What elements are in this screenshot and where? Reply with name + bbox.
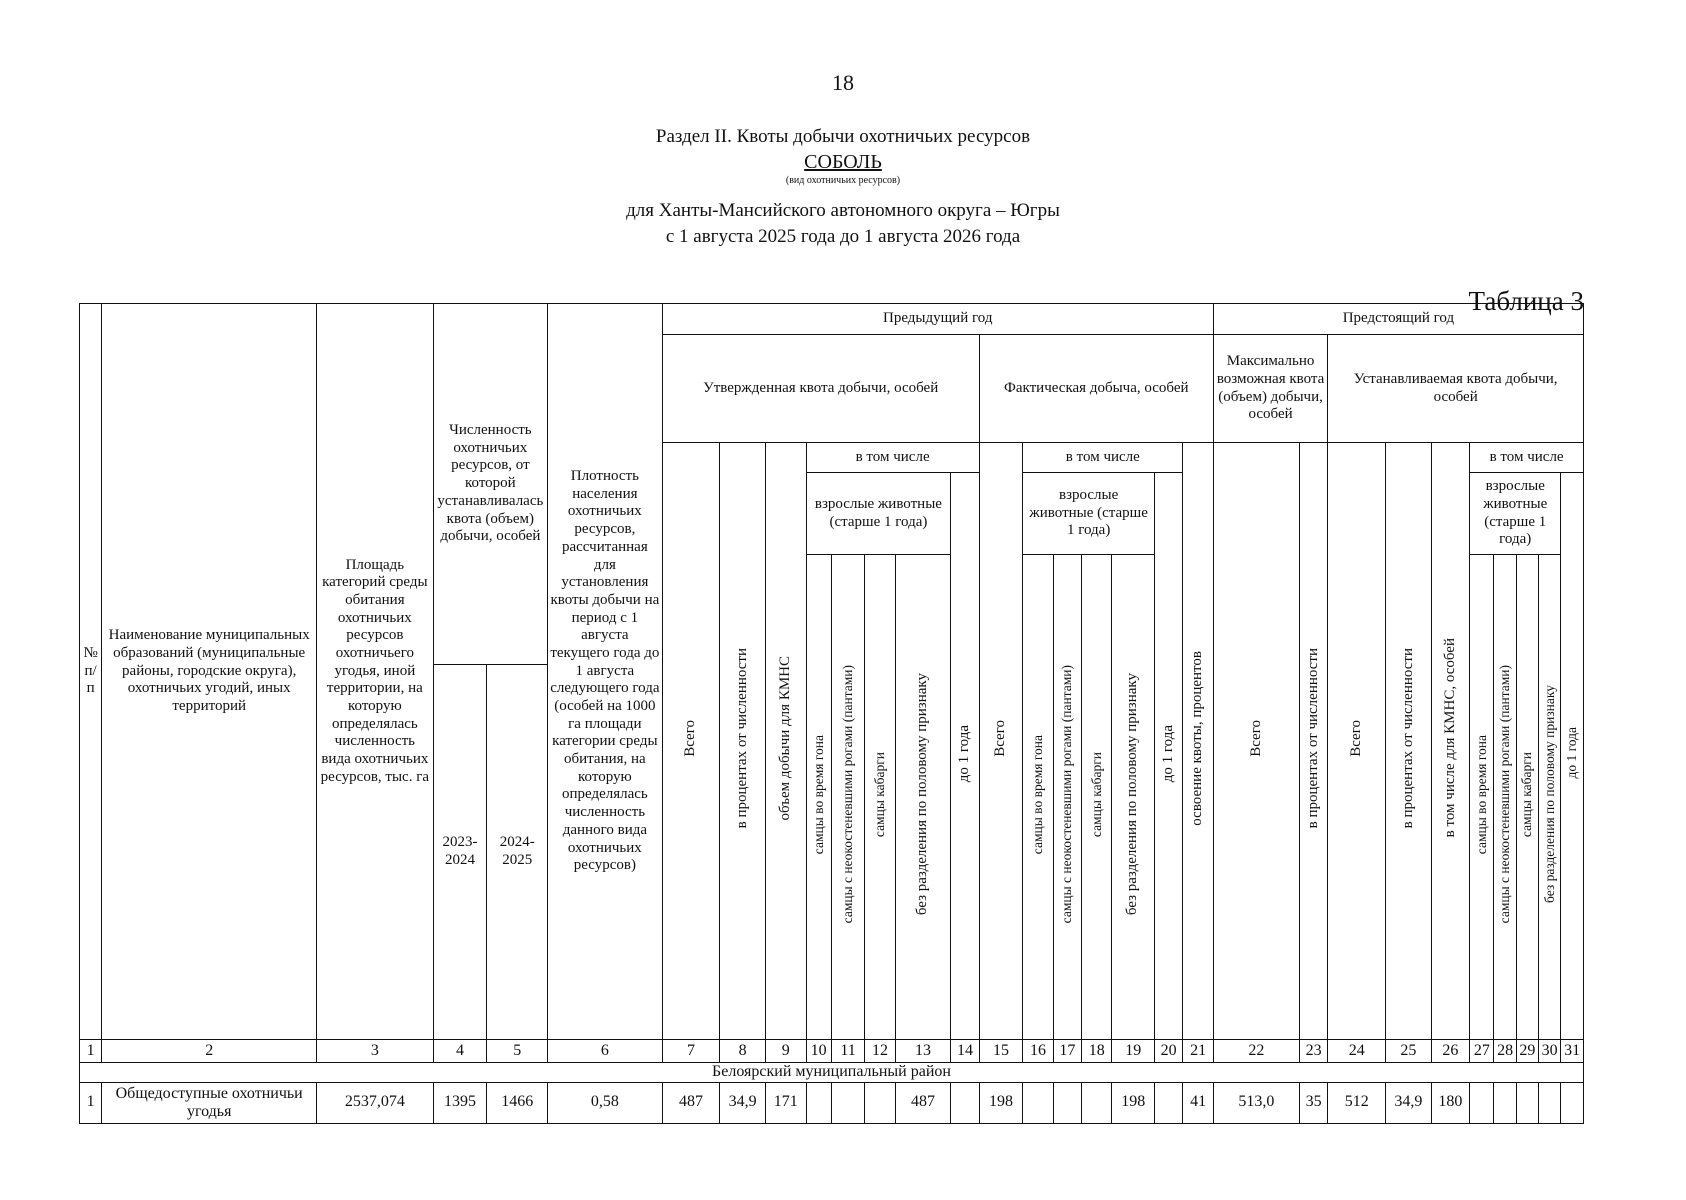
cell-approved-males-antlers: [831, 1082, 864, 1123]
table-label: Таблица 3: [1468, 286, 1584, 316]
header-actual-under-1: до 1 года: [1154, 473, 1182, 1040]
header-area: Площадь категорий среды обитания охотничьих ресурсов охотничьего угодья, иной территории, на которую определялась численность вида охотничьих ресурсов, тыс. га: [317, 304, 434, 1040]
header-pop-2023-2024: 2023-2024: [433, 665, 487, 1040]
header-set-males-rut: самцы во время гона: [1470, 555, 1494, 1040]
header-quota-use: освоение квоты, процентов: [1183, 443, 1213, 1040]
header-set-incl: в том числе: [1470, 443, 1584, 473]
header-max-total: Всего: [1213, 443, 1299, 1040]
col-num: 20: [1154, 1040, 1182, 1063]
header-next-year: Предстоящий год: [1213, 304, 1583, 335]
col-num: 10: [806, 1040, 831, 1063]
cell-approved-pct: 34,9: [720, 1082, 766, 1123]
col-num: 27: [1470, 1040, 1494, 1063]
cell-set-kmns: 180: [1431, 1082, 1470, 1123]
header-set-adults: взрослые животные (старше 1 года): [1470, 473, 1561, 555]
header-set-under-1: до 1 года: [1561, 473, 1584, 1040]
col-num: 15: [979, 1040, 1023, 1063]
header-actual-harvest: Фактическая добыча, особей: [979, 335, 1213, 443]
header-set-kmns: в том числе для КМНС, особей: [1431, 443, 1470, 1040]
header-actual-incl: в том числе: [1023, 443, 1183, 473]
column-number-row: [80, 1040, 1584, 1063]
cell-set-total: 512: [1328, 1082, 1386, 1123]
col-num: 30: [1539, 1040, 1561, 1063]
cell-approved-males-rut: [806, 1082, 831, 1123]
header-name: Наименование муниципальных образований (муниципальные районы, городские округа), охотничьих угодий, иных территорий: [102, 304, 317, 1040]
species-name: СОБОЛЬ: [804, 151, 882, 173]
header-actual-adults: взрослые животные (старше 1 года): [1023, 473, 1155, 555]
period-line: с 1 августа 2025 года до 1 августа 2026 года: [665, 226, 1021, 247]
cell-no: 1: [80, 1082, 102, 1123]
cell-approved-total: 487: [662, 1082, 720, 1123]
header-approved-males-antlers: самцы с неокостеневшими рогами (пантами): [831, 555, 864, 1040]
col-num: 17: [1053, 1040, 1081, 1063]
header-set-males-antlers: самцы с неокостеневшими рогами (пантами): [1494, 555, 1516, 1040]
cell-approved-kmns: 171: [765, 1082, 806, 1123]
col-num: 7: [662, 1040, 720, 1063]
header-approved-adults: взрослые животные (старше 1 года): [806, 473, 951, 555]
header-approved-pct: в процентах от численности: [720, 443, 766, 1040]
cell-area: 2537,074: [317, 1082, 434, 1123]
col-num: 16: [1023, 1040, 1053, 1063]
region-line: для Ханты-Мансийского автономного округа – Югры: [626, 200, 1060, 221]
header-approved-incl: в том числе: [806, 443, 979, 473]
title-block: [0, 124, 1686, 250]
col-num: 22: [1213, 1040, 1299, 1063]
header-actual-males-musk: самцы кабарги: [1082, 555, 1112, 1040]
cell-actual-males-antlers: [1053, 1082, 1081, 1123]
header-set-pct: в процентах от численности: [1386, 443, 1432, 1040]
header-set-males-musk: самцы кабарги: [1516, 555, 1538, 1040]
col-num: 14: [951, 1040, 979, 1063]
col-num: 3: [317, 1040, 434, 1063]
col-num: 13: [895, 1040, 951, 1063]
cell-actual-males-musk: [1082, 1082, 1112, 1123]
cell-set-under-1: [1561, 1082, 1584, 1123]
cell-actual-total: 198: [979, 1082, 1023, 1123]
col-num: 29: [1516, 1040, 1538, 1063]
cell-set-males-rut: [1470, 1082, 1494, 1123]
col-num: 9: [765, 1040, 806, 1063]
col-num: 18: [1082, 1040, 1112, 1063]
header-approved-under-1: до 1 года: [951, 473, 979, 1040]
header-actual-total: Всего: [979, 443, 1023, 1040]
col-num: 6: [548, 1040, 663, 1063]
cell-set-males-antlers: [1494, 1082, 1516, 1123]
col-num: 19: [1112, 1040, 1155, 1063]
cell-approved-males-musk: [865, 1082, 895, 1123]
header-pop-2024-2025: 2024-2025: [487, 665, 548, 1040]
cell-pop-2024-2025: 1466: [487, 1082, 548, 1123]
col-num: 5: [487, 1040, 548, 1063]
header-approved-males-rut: самцы во время гона: [806, 555, 831, 1040]
cell-max-total: 513,0: [1213, 1082, 1299, 1123]
header-approved-no-sex: без разделения по половому признаку: [895, 555, 951, 1040]
col-num: 26: [1431, 1040, 1470, 1063]
cell-actual-no-sex: 198: [1112, 1082, 1155, 1123]
header-approved-total: Всего: [662, 443, 720, 1040]
quota-table: [79, 303, 1584, 1124]
col-num: 1: [80, 1040, 102, 1063]
cell-set-no-sex: [1539, 1082, 1561, 1123]
cell-set-males-musk: [1516, 1082, 1538, 1123]
col-num: 2: [102, 1040, 317, 1063]
header-actual-males-antlers: самцы с неокостеневшими рогами (пантами): [1053, 555, 1081, 1040]
header-approved-kmns: объем добычи для КМНС: [765, 443, 806, 1040]
species-note: (вид охотничьих ресурсов): [785, 175, 901, 186]
cell-actual-under-1: [1154, 1082, 1182, 1123]
col-num: 31: [1561, 1040, 1584, 1063]
col-num: 8: [720, 1040, 766, 1063]
cell-quota-use: 41: [1183, 1082, 1213, 1123]
header-no: № п/п: [80, 304, 102, 1040]
cell-density: 0,58: [548, 1082, 663, 1123]
section-title: Раздел II. Квоты добычи охотничьих ресурсов: [655, 126, 1031, 147]
col-num: 21: [1183, 1040, 1213, 1063]
col-num: 12: [865, 1040, 895, 1063]
cell-approved-no-sex: 487: [895, 1082, 951, 1123]
header-actual-males-rut: самцы во время гона: [1023, 555, 1053, 1040]
col-num: 28: [1494, 1040, 1516, 1063]
header-set-total: Всего: [1328, 443, 1386, 1040]
header-actual-no-sex: без разделения по половому признаку: [1112, 555, 1155, 1040]
cell-max-pct: 35: [1299, 1082, 1327, 1123]
table-row: [80, 1082, 1584, 1123]
cell-set-pct: 34,9: [1386, 1082, 1432, 1123]
header-set-quota: Устанавливаемая квота добычи, особей: [1328, 335, 1584, 443]
col-num: 23: [1299, 1040, 1327, 1063]
header-approved-males-musk: самцы кабарги: [865, 555, 895, 1040]
cell-actual-males-rut: [1023, 1082, 1053, 1123]
section-row-district: Белоярский муниципальный район: [80, 1063, 1584, 1083]
header-population: Численность охотничьих ресурсов, от которой устанавливалась квота (объем) добычи, особей: [433, 304, 548, 665]
header-set-no-sex: без разделения по половому признаку: [1539, 555, 1561, 1040]
col-num: 11: [831, 1040, 864, 1063]
col-num: 4: [433, 1040, 487, 1063]
col-num: 25: [1386, 1040, 1432, 1063]
cell-approved-under-1: [951, 1082, 979, 1123]
cell-pop-2023-2024: 1395: [433, 1082, 487, 1123]
col-num: 24: [1328, 1040, 1386, 1063]
cell-name: Общедоступные охотничьи угодья: [102, 1082, 317, 1123]
page-number: 18: [832, 70, 854, 95]
header-approved-quota: Утвержденная квота добычи, особей: [662, 335, 979, 443]
header-max-quota: Максимально возможная квота (объем) добычи, особей: [1213, 335, 1327, 443]
header-density: Плотность населения охотничьих ресурсов, рассчитанная для установления квоты добычи на период с 1 августа текущего года до 1 августа следующего года (особей на 1000 га площади категории среды обитания, на которую определялась численность данного вида охотничьих ресурсов): [548, 304, 663, 1040]
header-max-pct: в процентах от численности: [1299, 443, 1327, 1040]
header-prev-year: Предыдущий год: [662, 304, 1213, 335]
